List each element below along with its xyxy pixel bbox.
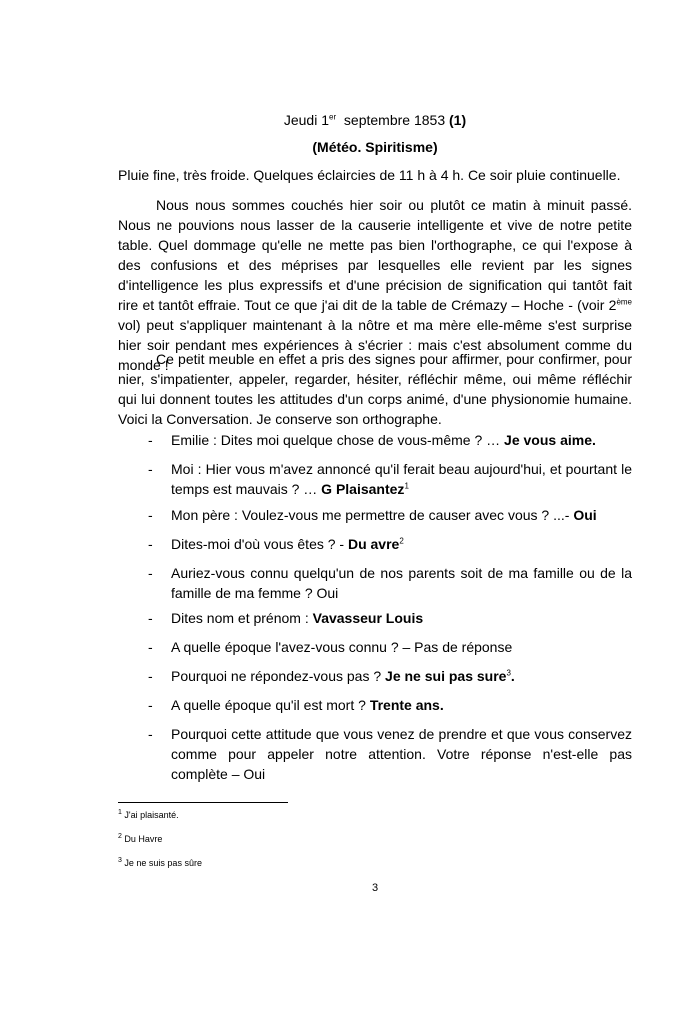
paragraph-2: Ce petit meuble en effet a pris des signes pour affirmer, pour confirmer, pour nier, s'impatienter, appeler, regarder, hésiter, réfléchir même, oui même réfléchir qui lui donnent toutes les attitudes d'un corps animé, d'une physionomie humaine. Voici la Conversation. Je conserve son orthographe.: [118, 351, 632, 427]
list-dash: -: [148, 610, 153, 626]
list-dash: -: [148, 536, 153, 552]
list-dash: -: [148, 461, 153, 477]
list-dash: -: [148, 697, 153, 713]
list-dash: -: [148, 726, 153, 742]
footnote-ref: 3: [506, 668, 511, 678]
weather-line: Pluie fine, très froide. Quelques éclaircies de 11 h à 4 h. Ce soir pluie continuelle.: [118, 167, 621, 183]
footnote-ref: 1: [404, 481, 409, 491]
entry-date: Jeudi 1er septembre 1853 (1): [283, 112, 467, 128]
paragraph-1: Nous nous sommes couchés hier soir ou plutôt ce matin à minuit passé. Nous ne pouvions nous lasser de la causerie intelligente et vive de notre petite table. Quel dommage qu'elle ne mette pas bien l'orthographe, ce qui l'expose à des confusions et des méprises par lesquelles elle revient par les signes d'intelligence les plus expressifs et d'une précision de signification qui tantôt fait rire et tantôt effraie. Tout ce que j'ai dit de la table de Crémazy – Hoche - (voir 2ème vol) peut s'appliquer maintenant à la nôtre et ma mère elle-même s'est surprise hier soir pendant mes expériences à s'écrier : mais c'est absolument comme du monde !: [118, 197, 632, 373]
footnote-1: $^1$ J'ai plaisanté.: [118, 809, 179, 820]
list-dash: -: [148, 668, 153, 684]
list-dash: -: [148, 432, 153, 448]
list-dash: -: [148, 565, 153, 581]
footnote-ref: 2: [399, 536, 404, 546]
footnote-separator: [118, 802, 288, 803]
list-dash: -: [148, 639, 153, 655]
list-dash: -: [148, 507, 153, 523]
footnote-2: $^2$ Du Havre: [118, 833, 163, 844]
page-number: 3: [371, 882, 379, 894]
document-page: Jeudi 1er septembre 1853 (1) (Météo. Spiritisme) Pluie fine, très froide. Quelques éclaircies de 11 h à 4 h. Ce soir pluie continuelle. Nous nous sommes couchés hier soir ou plutôt ce matin à minuit passé. Nous ne pouvions nous lasser de la causerie intelligente et vive de notre petite table. Quel dommage qu'elle ne mette pas bien l'orthographe, ce qui l'expose à des confusions et des méprises par lesquelles elle revient par les signes d'intelligence les plus expressifs et d'une précision de signification qui tantôt fait rire et tantôt effraie. Tout ce que j'ai dit de la table de Crémazy – Hoche - (voir 2ème vol) peut s'appliquer maintenant à la nôtre et ma mère elle-même s'est surprise hier soir pendant mes expériences à s'écrier : mais c'est absolument comme du monde ! Ce petit meuble en effet a pris des signes pour affirmer, pour confirmer, pour nier, s'impatienter, appeler, regarder, hésiter, réfléchir même, oui même réfléchir qui lui donnent toutes les attitudes d'un corps animé, d'une physionomie humaine. Voici la Conversation. Je conserve son orthographe. - Emilie : Dites moi quelque chose de vous-même ? … Je vous aime. - Moi : Hier vous m'avez annoncé qu'il ferait beau aujourd'hui, et pourtant le temps est mauvais ? … G Plaisantez$^1$ - Mon père : Voulez-vous me permettre de causer avec vous ? ...- Oui - Dites-moi d'où vous êtes ? - Du avre$^2$ - Auriez-vous connu quelqu'un de nos parents soit de ma famille ou de la famille de ma femme ? Oui - Dites nom et prénom : Vavasseur Louis - A quelle époque l'avez-vous connu ? – Pas de réponse - Pourquoi ne répondez-vous pas ? Je ne sui pas sure$^3$. - A quelle époque qu'il est mort ? Trente ans. - Pourquoi cette attitude que vous venez de prendre et que vous conservez comme pour appeler notre attention. Votre réponse n'est-elle pas complète – Oui $^1$ J'ai plaisanté. $^2$ Du Havre $^3$ Je ne suis pas sûre 3: [118, 112, 632, 894]
footnote-3: $^3$ Je ne suis pas sûre: [118, 857, 202, 868]
entry-subtitle: (Météo. Spiritisme): [312, 139, 438, 155]
